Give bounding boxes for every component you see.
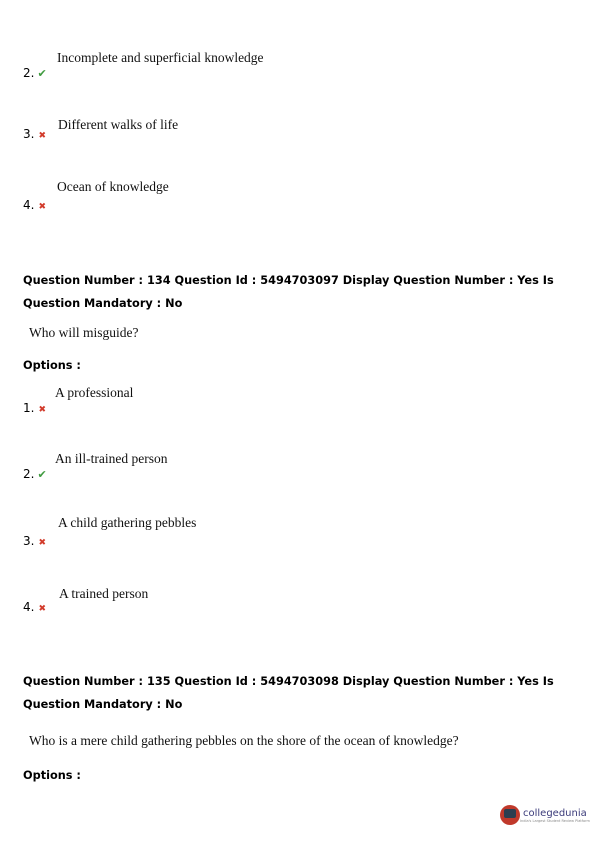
option-text: A child gathering pebbles [58, 515, 197, 530]
option-number: 2. [23, 66, 35, 80]
option-text: An ill-trained person [55, 451, 168, 466]
logo-tagline: India's Largest Student Review Platform [520, 818, 590, 823]
option-number: 4. [23, 600, 35, 614]
option-text: A trained person [59, 586, 149, 601]
option-marker [23, 196, 46, 214]
graduate-mascot-icon [500, 805, 520, 825]
option-number: 1. [23, 401, 35, 415]
cross-icon: ✖ [38, 404, 46, 414]
option-marker [23, 532, 46, 550]
cross-icon: ✖ [38, 603, 46, 613]
check-icon: ✔ [37, 469, 47, 481]
options-label: Options : [23, 359, 81, 372]
option-text: Ocean of knowledge [57, 179, 169, 194]
option-text: A professional [55, 385, 134, 400]
question-text: Who will misguide? [29, 325, 139, 340]
option-number: 3. [23, 127, 35, 141]
logo-name: collegedunia [523, 807, 587, 819]
collegedunia-logo [500, 805, 590, 825]
question-header: Question Number : 134 Question Id : 5494703097 Display Question Number : Yes Is Question Mandatory : No [23, 274, 554, 310]
option-text: Incomplete and superficial knowledge [57, 50, 264, 65]
cross-icon: ✖ [38, 201, 46, 211]
check-icon: ✔ [37, 68, 47, 80]
cross-icon: ✖ [38, 537, 46, 547]
option-number: 2. [23, 467, 35, 481]
option-marker [23, 64, 47, 82]
option-marker [23, 598, 46, 616]
option-number: 4. [23, 198, 35, 212]
option-marker [23, 465, 47, 483]
cross-icon: ✖ [38, 130, 46, 140]
option-text: Different walks of life [58, 117, 179, 132]
option-number: 3. [23, 534, 35, 548]
question-text: Who is a mere child gathering pebbles on the shore of the ocean of knowledge? [29, 733, 459, 748]
option-marker [23, 125, 46, 143]
options-label: Options : [23, 769, 81, 782]
question-header: Question Number : 135 Question Id : 5494703098 Display Question Number : Yes Is Question Mandatory : No [23, 675, 554, 711]
option-marker [23, 399, 46, 417]
